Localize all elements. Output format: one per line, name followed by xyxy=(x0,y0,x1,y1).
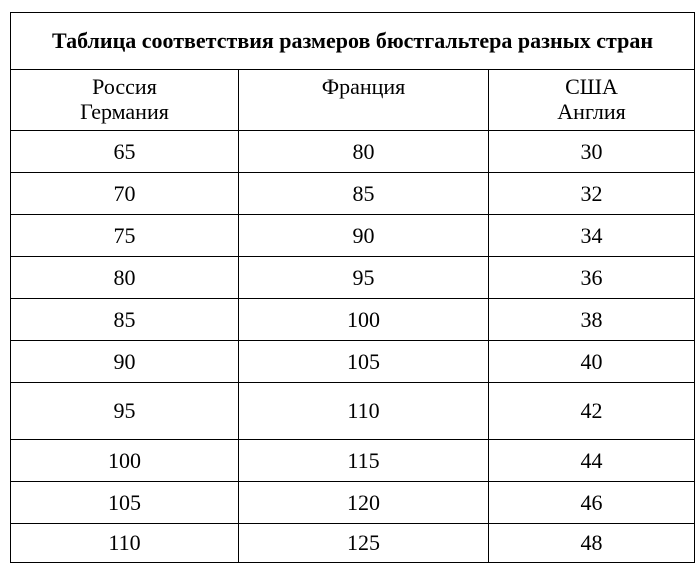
table-row xyxy=(11,383,695,440)
table-row xyxy=(11,341,695,383)
cell-russia-germany-size: 95 xyxy=(11,383,239,440)
cell-usa-england-size: 40 xyxy=(489,341,695,383)
cell-usa-england-size: 46 xyxy=(489,482,695,524)
table-row xyxy=(11,215,695,257)
cell-france-size: 90 xyxy=(239,215,489,257)
table-row xyxy=(11,173,695,215)
header-row xyxy=(11,70,695,131)
table-body xyxy=(11,131,695,563)
cell-russia-germany-size: 70 xyxy=(11,173,239,215)
cell-usa-england-size: 30 xyxy=(489,131,695,173)
size-conversion-table xyxy=(10,12,695,563)
column-header-line: Франция xyxy=(321,74,406,99)
table-row xyxy=(11,131,695,173)
cell-france-size: 115 xyxy=(239,440,489,482)
table-row xyxy=(11,299,695,341)
cell-france-size: 85 xyxy=(239,173,489,215)
cell-usa-england-size: 38 xyxy=(489,299,695,341)
cell-france-size: 100 xyxy=(239,299,489,341)
cell-france-size: 120 xyxy=(239,482,489,524)
column-header-line: Россия xyxy=(92,74,157,99)
title-row xyxy=(11,13,695,70)
cell-russia-germany-size: 90 xyxy=(11,341,239,383)
cell-france-size: 105 xyxy=(239,341,489,383)
cell-france-size: 80 xyxy=(239,131,489,173)
cell-russia-germany-size: 75 xyxy=(11,215,239,257)
column-header-line: США xyxy=(565,74,618,99)
cell-france-size: 110 xyxy=(239,383,489,440)
table-row xyxy=(11,440,695,482)
column-header-line: Германия xyxy=(80,99,169,124)
table-row xyxy=(11,257,695,299)
cell-usa-england-size: 42 xyxy=(489,383,695,440)
cell-usa-england-size: 32 xyxy=(489,173,695,215)
column-header-line: Англия xyxy=(557,99,626,124)
cell-france-size: 95 xyxy=(239,257,489,299)
cell-russia-germany-size: 85 xyxy=(11,299,239,341)
cell-usa-england-size: 36 xyxy=(489,257,695,299)
table-title: Таблица соответствия размеров бюстгальтера разных стран xyxy=(11,13,695,70)
column-header-russia-germany xyxy=(11,70,239,131)
cell-usa-england-size: 34 xyxy=(489,215,695,257)
cell-russia-germany-size: 100 xyxy=(11,440,239,482)
cell-usa-england-size: 48 xyxy=(489,524,695,563)
cell-russia-germany-size: 110 xyxy=(11,524,239,563)
cell-usa-england-size: 44 xyxy=(489,440,695,482)
column-header-france xyxy=(239,70,489,131)
table-row xyxy=(11,482,695,524)
cell-russia-germany-size: 65 xyxy=(11,131,239,173)
table-row xyxy=(11,524,695,563)
column-header-usa-england xyxy=(489,70,695,131)
cell-russia-germany-size: 105 xyxy=(11,482,239,524)
cell-france-size: 125 xyxy=(239,524,489,563)
cell-russia-germany-size: 80 xyxy=(11,257,239,299)
